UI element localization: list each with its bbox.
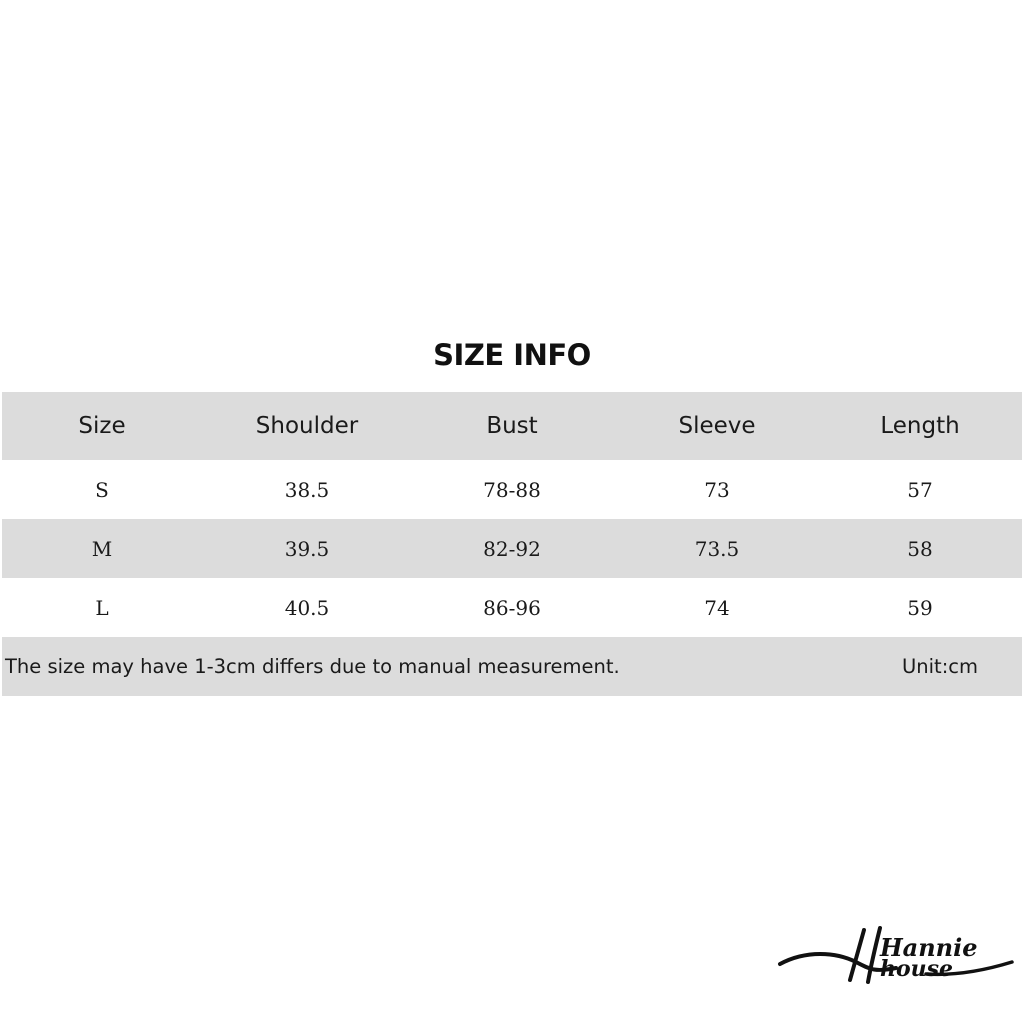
table-header-row: [2, 392, 1022, 460]
cell-length: 59: [907, 595, 933, 620]
page-title: SIZE INFO: [433, 338, 591, 372]
header-shoulder: Shoulder: [255, 413, 359, 439]
cell-shoulder: 38.5: [284, 477, 330, 502]
logo-text-bottom: house: [880, 956, 954, 982]
cell-sleeve: 73: [704, 477, 730, 502]
header-bust: Bust: [486, 413, 538, 439]
cell-shoulder: 39.5: [284, 536, 330, 561]
cell-bust: 86-96: [483, 595, 541, 620]
cell-size: S: [95, 477, 109, 502]
table-row: [2, 578, 1022, 637]
cell-bust: 82-92: [483, 536, 541, 561]
table-row: [2, 519, 1022, 578]
header-sleeve: Sleeve: [678, 413, 756, 439]
unit-label: Unit:cm: [902, 655, 978, 678]
cell-length: 57: [907, 477, 933, 502]
cell-bust: 78-88: [483, 477, 541, 502]
header-size: Size: [78, 413, 126, 439]
measurement-note: The size may have 1-3cm differs due to manual measurement.: [5, 655, 620, 678]
table-footer-row: [2, 637, 1022, 696]
cell-length: 58: [907, 536, 933, 561]
header-length: Length: [880, 413, 960, 439]
size-table: [2, 392, 1022, 696]
logo-text-top: Hannie: [880, 933, 978, 962]
cell-shoulder: 40.5: [284, 595, 330, 620]
cell-sleeve: 73.5: [694, 536, 740, 561]
cell-size: L: [95, 595, 109, 620]
brand-logo: [776, 922, 1016, 992]
cell-sleeve: 74: [704, 595, 730, 620]
table-row: [2, 460, 1022, 519]
cell-size: M: [91, 536, 113, 561]
